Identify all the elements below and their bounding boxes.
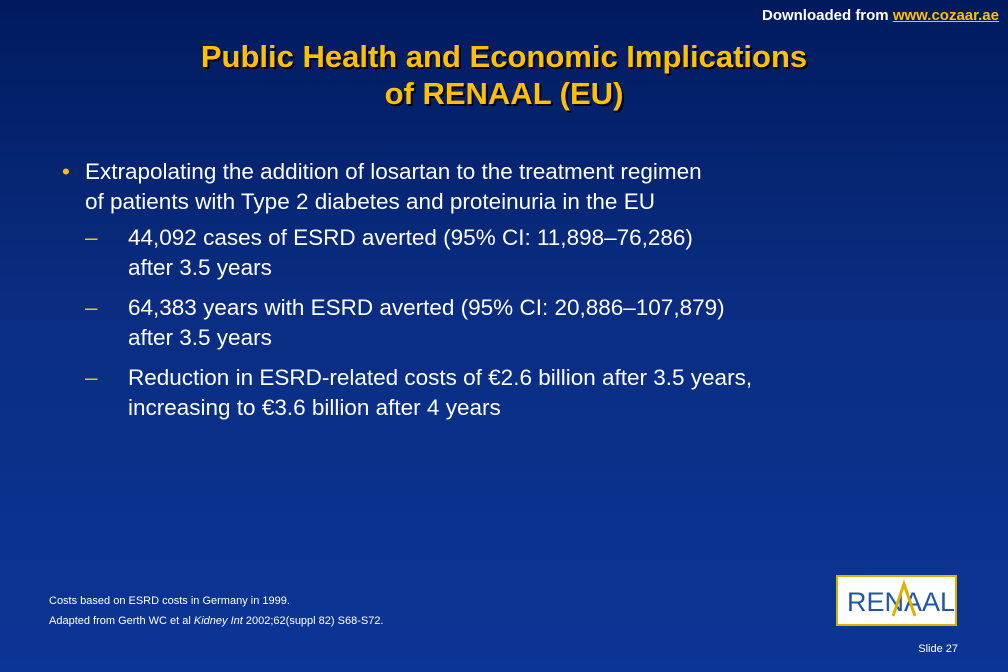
bullet-line-2: of patients with Type 2 diabetes and proteinuria in the EU xyxy=(85,189,655,214)
sub-line-2: after 3.5 years xyxy=(128,325,272,350)
bullet-item xyxy=(62,157,962,423)
title-line-2: of RENAAL (EU) xyxy=(384,76,624,111)
dash-marker: – xyxy=(85,295,98,320)
sub-item-esrd-cases xyxy=(85,223,962,283)
sub-line-2: after 3.5 years xyxy=(128,255,272,280)
slide-number: Slide 27 xyxy=(918,643,958,655)
bullet-line-1: Extrapolating the addition of losartan to the treatment regimen xyxy=(85,159,702,184)
renaal-logo-graphic xyxy=(838,577,955,624)
sub-line-1: Reduction in ESRD-related costs of €2.6 billion after 3.5 years, xyxy=(128,365,753,390)
bullet-list xyxy=(62,157,962,433)
reference-suffix: 2002;62(suppl 82) S68-S72. xyxy=(245,615,384,627)
sub-bullet-list xyxy=(85,223,962,423)
logo-text: RENAAL xyxy=(847,587,955,617)
reference-prefix: Adapted from Gerth WC et al xyxy=(49,615,191,627)
cozaar-link[interactable]: www.cozaar.ae xyxy=(892,7,999,24)
sub-item-esrd-costs xyxy=(85,363,962,423)
renaal-logo xyxy=(836,575,957,626)
dash-marker: – xyxy=(85,225,98,250)
sub-line-1: 64,383 years with ESRD averted (95% CI: 20,886–107,879) xyxy=(128,295,725,320)
costs-footnote: Costs based on ESRD costs in Germany in 1999. xyxy=(49,595,290,607)
sub-line-2: increasing to €3.6 billion after 4 years xyxy=(128,395,501,420)
sub-line-1: 44,092 cases of ESRD averted (95% CI: 11,898–76,286) xyxy=(128,225,693,250)
download-source xyxy=(762,7,999,24)
dash-marker: – xyxy=(85,365,98,390)
download-prefix: Downloaded from xyxy=(761,7,889,24)
reference-footnote xyxy=(49,611,384,631)
title-line-1: Public Health and Economic Implications xyxy=(200,39,808,74)
reference-journal: Kidney Int xyxy=(193,615,243,627)
sub-item-esrd-years xyxy=(85,293,962,353)
page-title xyxy=(0,38,1008,112)
footnotes xyxy=(49,591,384,631)
bullet-marker: • xyxy=(62,159,70,184)
